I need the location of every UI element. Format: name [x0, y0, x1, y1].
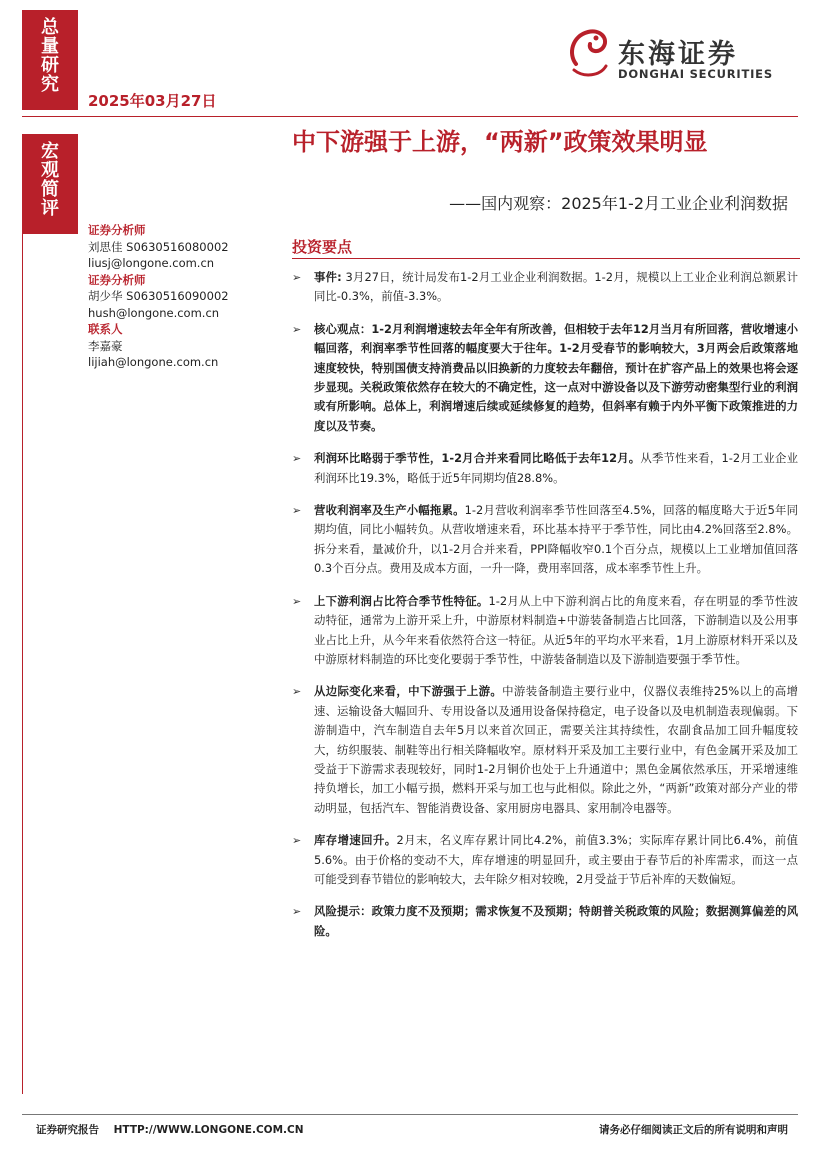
list-item: [290, 682, 798, 818]
key-points-list: [290, 268, 798, 954]
left-frame-line: [22, 234, 23, 1094]
list-item: [290, 449, 798, 488]
footer-left-text[interactable]: 证券研究报告 HTTP://WWW.LONGONE.COM.CN: [36, 1124, 304, 1136]
bullet-arrow-icon: ➢: [292, 452, 302, 466]
bullet-text: 1-2月从上中下游利润占比的角度来看，存在明显的季节性波动特征，通常为上游开采上升，中游原材料制造+中游装备制造占比回落，下游制造以及公用事业占比上升，从今年来看依然符合这一特征。从近5年的平均水平来看，1月上游原材料开采以及中游原材料制造的环比变化要弱于季节性，中游装备制造以及下游制造要强于季节性。: [314, 593, 798, 666]
list-item: [290, 268, 798, 307]
list-item: [290, 831, 798, 889]
logo-name-en: DONGHAI SECURITIES: [618, 67, 773, 81]
bullet-text: 3月27日，统计局发布1-2月工业企业利润数据。1-2月，规模以上工业企业利润总额累计同比-0.3%，前值-3.3%。: [314, 270, 798, 304]
bullet-arrow-icon: ➢: [292, 685, 302, 699]
contact-name: 李嘉豪: [88, 338, 123, 353]
list-item: [290, 902, 798, 941]
report-subtitle: ——国内观察：2025年1-2月工业企业利润数据: [449, 194, 788, 213]
report-date: 2025年03月27日: [88, 92, 217, 110]
category-char: 究: [41, 74, 59, 95]
footer-disclaimer: 请务必仔细阅读正文后的所有说明和声明: [599, 1124, 788, 1136]
bullet-lead: 核心观点：1-2月利润增速较去年全年有所改善，但相较于去年12月当月有所回落，营收增速小幅回落，利润率季节性回落的幅度要大于往年。1-2月受春节的影响较大，3月两会后政策落地速度较快，特别国债支持消费品以旧换新的力度较去年翻倍，预计在扩容产品上的效果也将会逐步显现。关税政策依然存在较大的不确定性，这一点对中游设备以及下游劳动密集型行业的利润或有所影响。总体上，利润增速后续或延续修复的趋势，但斜率有赖于内外平衡下政策推进的力度以及节奏。: [314, 321, 798, 433]
bullet-arrow-icon: ➢: [292, 504, 302, 518]
bullet-arrow-icon: ➢: [292, 905, 302, 919]
section-divider: [292, 258, 800, 259]
analyst-role: 证券分析师: [88, 272, 146, 287]
contact-role: 联系人: [88, 322, 123, 336]
bullet-lead: 营收利润率及生产小幅拖累。: [314, 503, 465, 518]
report-category-badge: [22, 10, 78, 110]
analyst-role: 证券分析师: [88, 223, 146, 237]
type-char: 简: [41, 179, 59, 200]
list-item: [290, 501, 798, 579]
bullet-lead: 从边际变化来看，中下游强于上游。: [314, 684, 503, 699]
analyst-sidebar: [88, 222, 284, 371]
bullet-arrow-icon: ➢: [292, 594, 302, 608]
list-item: [290, 320, 798, 436]
type-char: 宏: [41, 141, 59, 162]
bullet-text: 2月末，名义库存累计同比4.2%，前值3.3%；实际库存累计同比6.4%，前值5.6%。由于价格的变动不大，库存增速的明显回升，或主要由于春节后的补库需求，而这一点可能受到春节错位的影响较大，去年除夕相对较晚，2月受益于节后补库的天数偏短。: [314, 833, 798, 886]
category-char: 总: [41, 17, 59, 38]
bullet-lead: 上下游利润占比符合季节性特征。: [314, 593, 489, 608]
report-type-badge: [22, 134, 78, 234]
section-heading: 投资要点: [292, 238, 353, 256]
bullet-text: 1-2月营收利润率季节性回落至4.5%，回落的幅度略大于近5年同期均值，同比小幅转负。从营收增速来看，环比基本持平于季节性，同比由4.2%回落至2.8%。拆分来看，量减价升，以1-2月合并来看，PPI降幅收窄0.1个百分点，规模以上工业增加值回落0.3个百分点。费用及成本方面，一升一降，费用率回落，成本率季节性上升。: [314, 503, 798, 576]
analyst-block: [88, 272, 284, 322]
category-char: 量: [41, 36, 59, 57]
bullet-lead: 利润环比略弱于季节性，1-2月合并来看同比略低于去年12月。: [314, 451, 641, 466]
header-rule: [22, 116, 798, 117]
category-char: 研: [41, 55, 59, 76]
analyst-name-id: 胡少华 S0630516090002: [88, 289, 229, 303]
bullet-arrow-icon: ➢: [292, 271, 302, 284]
analyst-email[interactable]: hush@longone.com.cn: [88, 305, 220, 320]
bullet-arrow-icon: ➢: [292, 322, 302, 336]
analyst-block: [88, 222, 284, 272]
logo-name-cn: 东海证券: [618, 39, 738, 70]
bullet-text: 从季节性来看，1-2月工业企业利润环比19.3%，略低于近5年同期均值28.8%。: [314, 451, 798, 485]
type-char: 评: [41, 198, 59, 219]
footer-divider: [22, 1114, 798, 1115]
donghai-logo-icon: [566, 24, 612, 86]
analyst-name-id: 刘思佳 S0630516080002: [88, 239, 229, 254]
list-item: [290, 592, 798, 670]
bullet-text: 中游装备制造主要行业中，仪器仪表维持25%以上的高增速、运输设备大幅回升、专用设备以及通用设备保持稳定，电子设备以及电机制造表现偏弱。下游制造中，汽车制造自去年5月以来首次回正，需要关注其持续性，农副食品加工回升幅度较大，纺织服装、制鞋等出行相关降幅收窄。原材料开采及加工主要行业中，有色金属开采及加工受益于下游需求表现较好，同时1-2月铜价也处于上升通道中；黑色金属依然承压，开采增速维持负增长，加工小幅亏损，燃料开采与加工也与此相似。除此之外，“两新”政策对部分产业的带动明显，包括汽车、智能消费设备、家用厨房电器具、家用制冷电器等。: [314, 684, 798, 815]
bullet-lead: 风险提示：政策力度不及预期；需求恢复不及预期；特朗普关税政策的风险；数据测算偏差的风险。: [314, 904, 798, 938]
contact-block: [88, 321, 284, 371]
analyst-email[interactable]: liusj@longone.com.cn: [88, 256, 215, 270]
bullet-arrow-icon: ➢: [292, 834, 302, 848]
contact-email[interactable]: lijiah@longone.com.cn: [88, 355, 219, 369]
bullet-lead: 库存增速回升。: [314, 833, 397, 848]
type-char: 观: [41, 160, 59, 181]
bullet-lead: 事件:: [314, 270, 342, 284]
report-title: 中下游强于上游，“两新”政策效果明显: [292, 128, 708, 156]
